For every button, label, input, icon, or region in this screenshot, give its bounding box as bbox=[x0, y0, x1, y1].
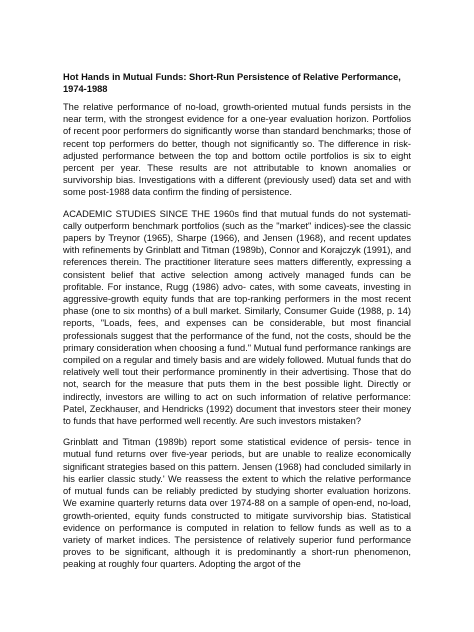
abstract-paragraph: The relative performance of no-load, growth-oriented mutual funds persists in the near term, with the strongest evidence for a one-year evaluation horizon. Portfolios of recent poor performers do significantly worse than standard benchmarks; those of recent top performers do better, though not significantly so. The difference in risk-adjusted performance between the top and bottom octile portfolios is six to eight percent per year. These results are not attributable to known anomalies or survivorship bias. Investigations with a different (previously used) data set and with some post-1988 data confirm the finding of persistence. bbox=[63, 102, 411, 198]
body-paragraph-1: ACADEMIC STUDIES SINCE THE 1960s find that mutual funds do not systemati- cally outperform benchmark portfolios (such as the "market" indices)-see the classic papers by Treynor (1965), Sharpe (1966), and Jensen (1968), and recent updates with refinements by Grinblatt and Titman (1989b), Connor and Korajczyk (1991), and references therein. The practitioner literature sees matters differently, expressing a consistent belief that active selection among actively managed funds can be profitable. For instance, Rugg (1986) advo- cates, with some caveats, investing in aggressive-growth equity funds that are top-ranking performers in the most recent phase (one to six months) of a bull market. Similarly, Consumer Guide (1988, p. 14) reports, "Loads, fees, and expenses can be considerable, but most financial professionals suggest that the performance of the fund, not the costs, should be the primary consideration when choosing a fund." Mutual fund performance rankings are compiled on a regular and timely basis and are widely followed. Mutual funds that do relatively well tout their performance prominently in their advertising. Those that do not, search for the measure that puts them in the best possible light. Directly or indirectly, investors are willing to act on such information of relative performance: Patel, Zeckhauser, and Hendricks (1992) document that investors steer their money to funds that have performed well recently. Are such investors mistaken? bbox=[63, 208, 411, 427]
document-page bbox=[63, 71, 411, 580]
body-paragraph-2: Grinblatt and Titman (1989b) report some statistical evidence of persis- tence in mutual fund returns over five-year periods, but are unable to realize economically significant strategies based on this pattern. Jensen (1968) had concluded similarly in his earlier classic study.' We reassess the extent to which the relative performance of mutual funds can be reliably predicted by studying shorter evaluation horizons. We examine quarterly returns data over 1974-88 on a sample of open-end, no-load, growth-oriented, equity funds constructed to mitigate survivorship bias. Statistical evidence on performance is computed in relation to fellow funds as well as to a variety of market indices. The persistence of relatively superior fund performance proves to be significant, although it is predominantly a short-run phenomenon, peaking at roughly four quarters. Adopting the argot of the bbox=[63, 437, 411, 570]
paper-title: Hot Hands in Mutual Funds: Short-Run Persistence of Relative Performance, 1974-1988 bbox=[63, 72, 401, 94]
